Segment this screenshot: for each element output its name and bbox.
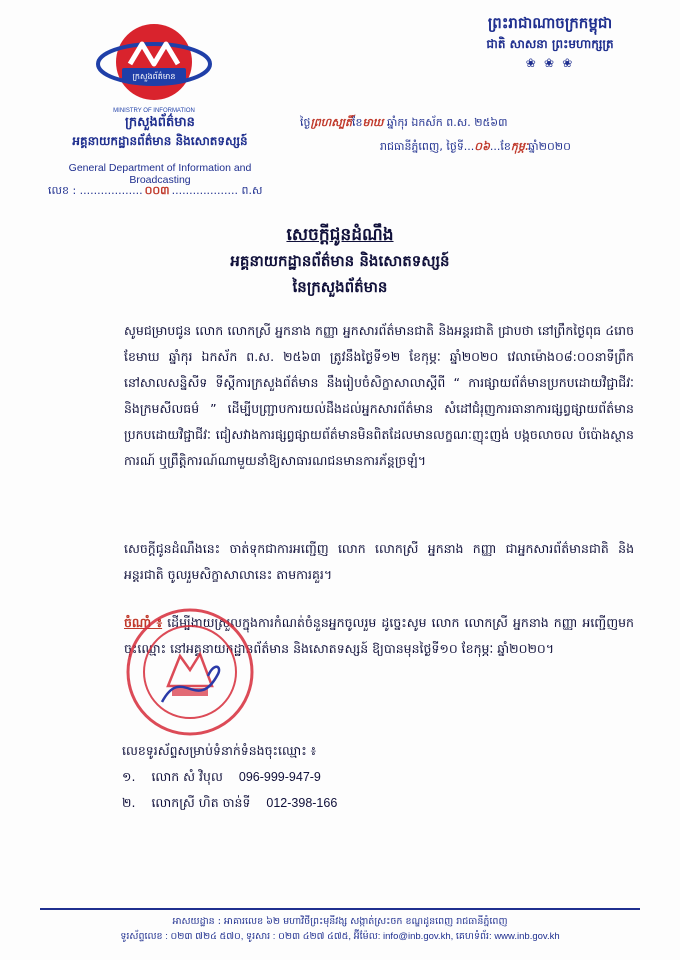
- contact-intro: លេខទូរស័ព្ទសម្រាប់ទំនាក់ទំនងចុះឈ្មោះ ៖: [122, 743, 317, 758]
- reference-value: ០០៣: [144, 184, 170, 197]
- city-date-prefix: រាជធានីភ្នំពេញ, ថ្ងៃទី...: [380, 140, 475, 153]
- footer: [40, 914, 640, 944]
- lunar-date-line: [300, 116, 660, 132]
- footer-divider: [40, 908, 640, 910]
- contact-phone: 012-398-166: [266, 796, 338, 810]
- contact-section: [122, 738, 602, 816]
- solar-date-line: [380, 140, 670, 156]
- contact-row: [122, 790, 602, 816]
- logo-kh-text: ក្រសួងព័ត៌មាន: [132, 72, 176, 81]
- ministry-logo: [96, 20, 212, 120]
- org-khmer-block: [40, 114, 280, 150]
- solar-month-label: ...ខែ: [489, 140, 511, 153]
- kingdom-title: ព្រះរាជាណាចក្រកម្ពុជា: [487, 14, 613, 32]
- notice-subtitle-1: អគ្គនាយកដ្ឋានព័ត៌មាន និងសោតទស្សន៍: [230, 252, 450, 270]
- notice-subtitle-2: នៃក្រសួងព័ត៌មាន: [292, 278, 388, 296]
- note-text: ដើម្បីងាយស្រួលក្នុងការកំណត់ចំនួនអ្នកចូលរួម ដូច្នេះសូម លោក លោកស្រី អ្នកនាង កញ្ញា អញ្ជើញមកចុះឈ្មោះ នៅអគ្គនាយកដ្ឋានព័ត៌មាន និងសោតទស្សន៍ ឱ្យបានមុនថ្ងៃទី១០ ខែកុម្ភៈ ឆ្នាំ២០២០។: [124, 615, 634, 656]
- contact-index: ១.: [122, 769, 136, 784]
- date-month-label: ខែ: [351, 116, 363, 129]
- handwritten-solar-month: កុម្ភៈ: [510, 140, 529, 153]
- body-paragraph-1: សូមជម្រាបជូន លោក លោកស្រី អ្នកនាង កញ្ញា អ្នកសារព័ត៌មានជាតិ និងអន្តរជាតិ ជ្រាបថា នៅព្រឹកថ្ងៃពុធ ៤រោច ខែមាឃ ឆ្នាំកុរ ឯកស័ក ព.ស. ២៥៦៣ ត្រូវនឹងថ្ងៃទី១២ ខែកុម្ភៈ ឆ្នាំ២០២០ វេលាម៉ោង០៨:០០នាទីព្រឹក នៅសាលសន្និសីទ ទីស្តីការក្រសួងព័ត៌មាន នឹងរៀបចំសិក្ខាសាលាស្តីពី “ ការផ្សាយព័ត៌មានប្រកបដោយវិជ្ជាជីវៈ និងក្រមសីលធម៌ ” ដើម្បីបញ្ជ្រាបការយល់ដឹងដល់អ្នកសារព័ត៌មាន សំដៅជំរុញការធានាការផ្សព្វផ្សាយព័ត៌មានប្រកបដោយវិជ្ជាជីវៈ ជៀសវាងការផ្សព្វផ្សាយព័ត៌មានមិនពិតដែលមានលក្ខណៈញុះញង់ បង្កចលាចល បំប៉ោងស្ថានការណ៍ ឬព្រឹត្តិការណ៍ណាមួយនាំឱ្យសាធារណជនមានការភ័ន្តច្រឡំ។: [124, 323, 634, 468]
- footer-contact: ទូរស័ព្ទលេខ : ០២៣ ៧២៤ ៥៧០, ទូរសារ : ០២៣ ៤២៧ ៤៧៥, អ៊ីម៉ែល: info@inb.gov.kh, គេហទំព័រ: www.inb.gov.kh: [120, 931, 560, 942]
- handwritten-day: ព្រហស្បតិ៍: [310, 116, 352, 129]
- ornament-divider: ❀ ❀ ❀: [525, 56, 575, 70]
- reference-dots-after: ...................: [171, 184, 239, 197]
- contact-phone: 096-999-947-9: [238, 770, 321, 784]
- kingdom-motto: ជាតិ សាសនា ព្រះមហាក្សត្រ: [486, 37, 614, 51]
- body-paragraph-2: សេចក្តីជូនដំណឹងនេះ ចាត់ទុកជាការអញ្ជើញ លោក លោកស្រី អ្នកនាង កញ្ញា ជាអ្នកសារព័ត៌មានជាតិ និងអន្តរជាតិ ចូលរួមសិក្ខាសាលានេះ តាមការគួរ។: [124, 541, 634, 582]
- contact-index: ២.: [122, 795, 136, 810]
- reference-dots-before: ..................: [79, 184, 143, 197]
- solar-year: ឆ្នាំ២០២០: [528, 140, 571, 153]
- footer-address: អាសយដ្ឋាន : អាគារលេខ ៦២ មហាវិថីព្រះមុនីវង្ស សង្កាត់ស្រះចក ខណ្ឌដូនពេញ រាជធានីភ្នំពេញ: [172, 916, 508, 927]
- note-label: ចំណាំ ៖: [124, 615, 163, 630]
- handwritten-month: មាឃ: [362, 116, 384, 129]
- logo-en-text: MINISTRY OF INFORMATION: [113, 108, 195, 114]
- stamp-emblem-icon: [168, 654, 212, 686]
- reference-number: [48, 184, 262, 200]
- department-name-en: General Department of Information and Broadcasting: [68, 162, 252, 186]
- contact-row: [122, 764, 602, 790]
- signature-icon: [162, 667, 219, 702]
- reference-label: លេខ :: [48, 184, 77, 197]
- contact-name: លោកស្រី ហិត ចាន់ទី: [151, 795, 251, 810]
- official-stamp: [122, 604, 258, 740]
- reference-suffix: ព.ស: [241, 184, 263, 197]
- department-name: អគ្គនាយកដ្ឋានព័ត៌មាន និងសោតទស្សន៍: [72, 134, 248, 148]
- ministry-name: ក្រសួងព័ត៌មាន: [125, 115, 195, 130]
- contact-name: លោក សំ វិបុល: [151, 769, 223, 784]
- date-prefix: ថ្ងៃ: [300, 116, 311, 129]
- handwritten-solar-day: ០៦: [474, 140, 490, 153]
- kingdom-header: [440, 12, 660, 70]
- date-year: ឆ្នាំកុរ ឯកស័ក ព.ស. ២៥៦៣: [383, 116, 508, 129]
- notice-title: សេចក្តីជូនដំណឹង: [286, 225, 394, 245]
